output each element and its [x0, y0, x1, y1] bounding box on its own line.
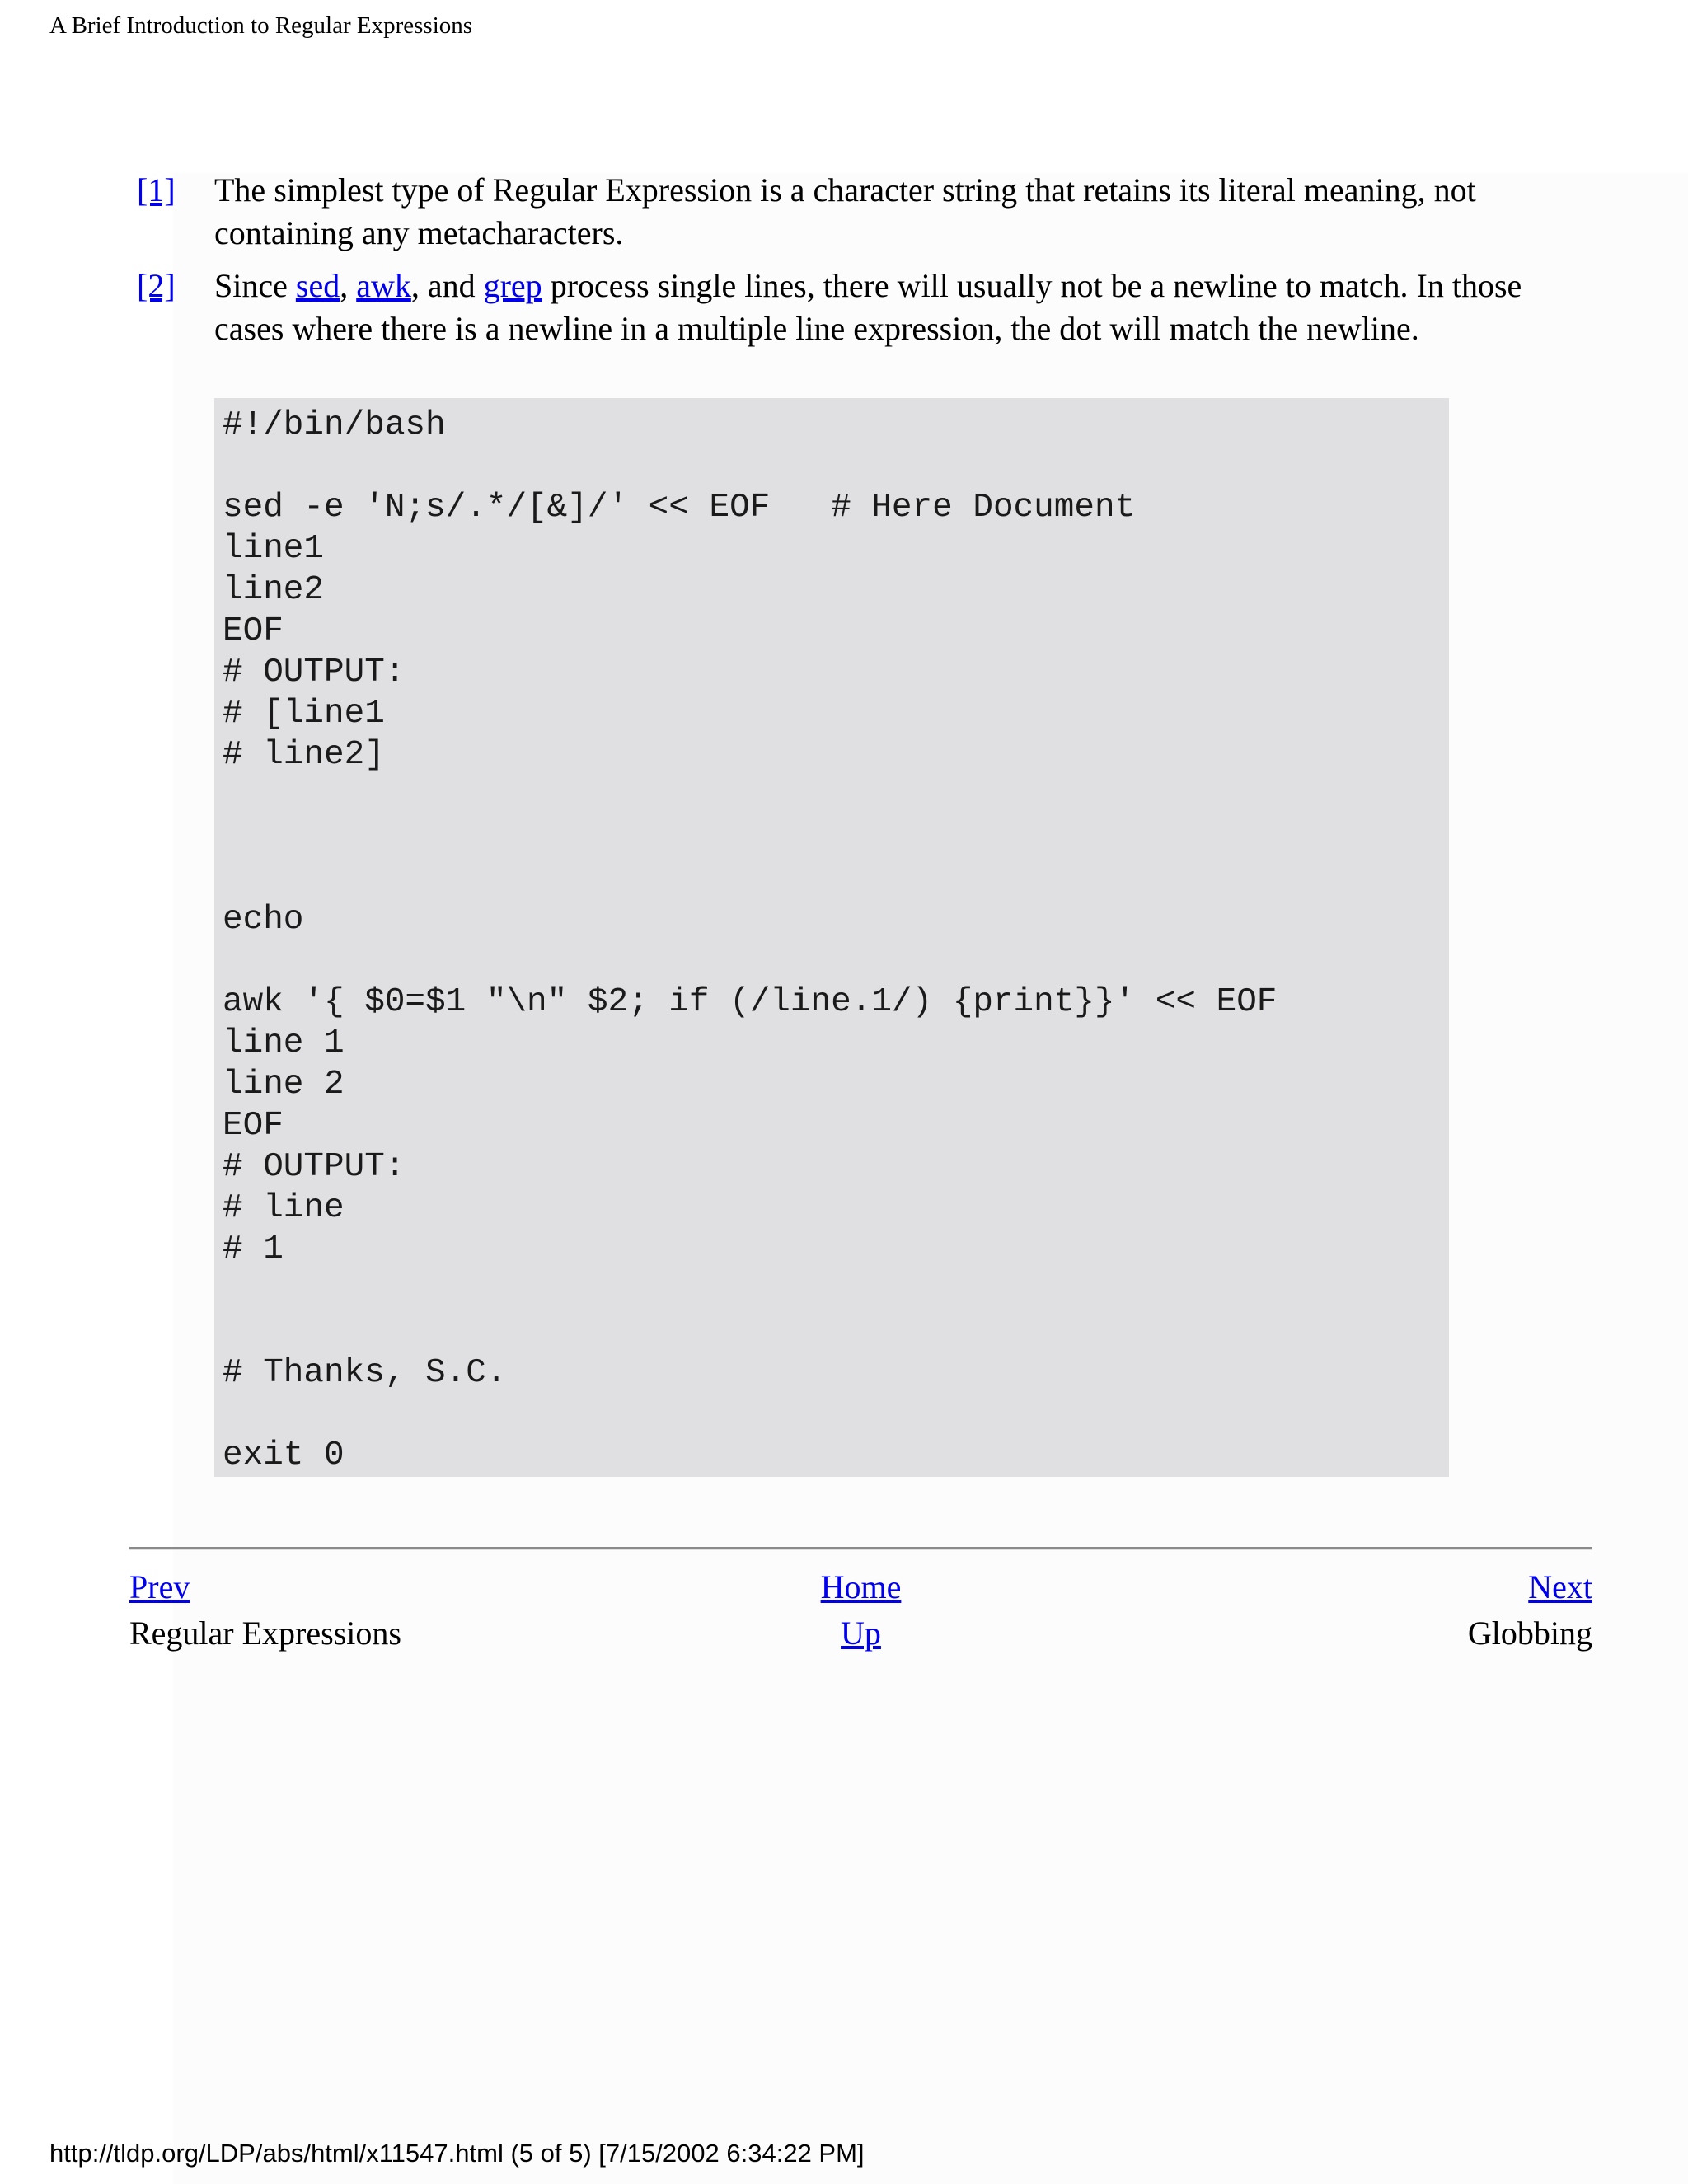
next-page-title: Globbing	[1467, 1615, 1592, 1652]
footnote-2	[130, 265, 1597, 350]
print-header-title: A Brief Introduction to Regular Expressions	[49, 12, 473, 39]
prev-link[interactable]: Prev	[129, 1568, 190, 1605]
code-example-text: #!/bin/bash sed -e 'N;s/.*/[&]/' << EOF # Here Document line1 line2 EOF # OUTPUT: # [line1 # line2] echo awk '{ $0=$1 "\n" $2; if (/line.1/) {print}}' << EOF line 1 line 2 EOF # OUTPUT: # line # 1 # Thanks, S.C. exit 0	[223, 406, 1278, 1474]
print-footer-url: http://tldp.org/LDP/abs/html/x11547.html (5 of 5) [7/15/2002 6:34:22 PM]	[49, 2139, 865, 2168]
navigation-divider	[129, 1547, 1592, 1550]
sed-link[interactable]: sed	[295, 267, 340, 304]
footnote-2-separator-2: , and	[410, 267, 484, 304]
footnote-2-separator-1: ,	[340, 267, 357, 304]
prev-page-title: Regular Expressions	[129, 1615, 401, 1652]
up-link[interactable]: Up	[841, 1615, 881, 1652]
footnote-2-text-start: Since	[214, 267, 296, 304]
awk-link[interactable]: awk	[356, 267, 411, 304]
navigation-footer	[129, 1564, 1592, 1657]
footnotes-section	[130, 169, 1597, 360]
footnote-2-mark-link[interactable]: [2]	[137, 267, 176, 304]
navigation-links-row	[129, 1564, 1592, 1610]
footnote-1	[130, 169, 1597, 255]
footnote-1-text: The simplest type of Regular Expression is a character string that retains its literal meaning, not containing any metacharacters.	[214, 171, 1476, 251]
footnote-2-text-end: process single lines, there will usually not be a newline to match. In those cases where there is a newline in a multiple line expression, the dot will match the newline.	[214, 267, 1522, 347]
code-example-block	[214, 398, 1449, 1477]
home-link[interactable]: Home	[820, 1568, 902, 1605]
footnote-1-mark-link[interactable]: [1]	[137, 171, 176, 209]
grep-link[interactable]: grep	[483, 267, 542, 304]
navigation-titles-row	[129, 1610, 1592, 1657]
next-link[interactable]: Next	[1528, 1568, 1592, 1605]
